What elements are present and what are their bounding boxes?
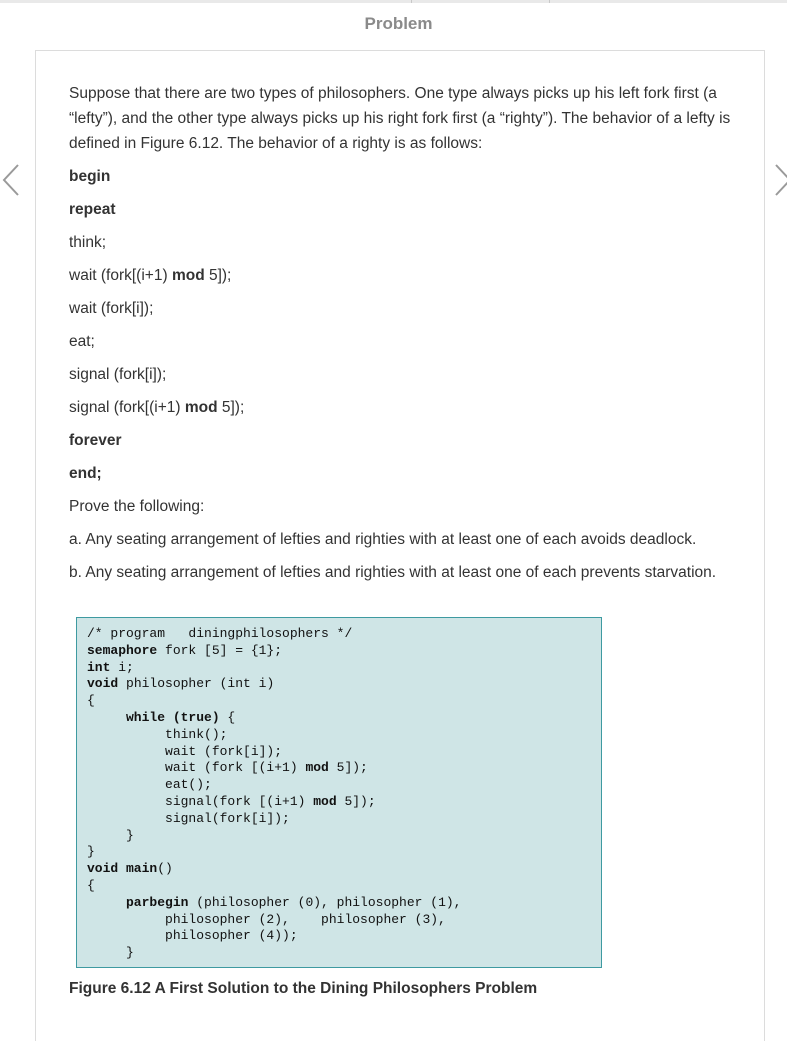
pseudo-think: think; [69,234,107,251]
problem-intro: Suppose that there are two types of philosophers. One type always picks up his left fork first (a “lefty”), and the other type always picks up his right fork first (a “righty”). The behavior of a lefty is defined in Figure 6.12. The behavior of a righty is as follows: [69,85,731,152]
pseudo-forever: forever [69,432,122,449]
pseudo-end: end; [69,465,102,482]
pseudo-repeat: repeat [69,201,116,218]
pseudo-wait-left: wait (fork[i]); [69,300,154,317]
problem-content [69,81,735,593]
next-arrow-icon[interactable] [772,160,787,200]
code-listing: /* program diningphilosophers */ semaphore fork [5] = {1}; int i; void philosopher (int i) { while (true) { think(); wait (fork[i]); wait (fork [(i+1) mod 5]); eat(); signal(fork [(i+1) mod 5]); signal(fork[i]); } } void main() { parbegin (philosopher (0), philosopher (1), philosopher (2), philosopher (3), philosopher (4)); } [87,626,462,961]
part-b: b. Any seating arrangement of lefties and righties with at least one of each prevents starvation. [69,564,717,581]
previous-arrow-icon[interactable] [0,160,24,200]
top-tab-strip [0,0,787,3]
pseudo-begin: begin [69,168,111,185]
figure-caption: Figure 6.12 A First Solution to the Dining Philosophers Problem [69,980,538,997]
pseudo-signal-right: signal (fork[(i+1) mod 5]); [69,399,245,416]
pseudo-wait-right: wait (fork[(i+1) mod 5]); [69,267,232,284]
code-figure [76,617,602,968]
page-title: Problem [364,14,433,33]
tab-divider [411,0,412,3]
tab-divider [549,0,550,3]
pseudo-eat: eat; [69,333,95,350]
part-a: a. Any seating arrangement of lefties and righties with at least one of each avoids deadlock. [69,531,697,548]
pseudo-signal-left: signal (fork[i]); [69,366,167,383]
prove-heading: Prove the following: [69,498,205,515]
